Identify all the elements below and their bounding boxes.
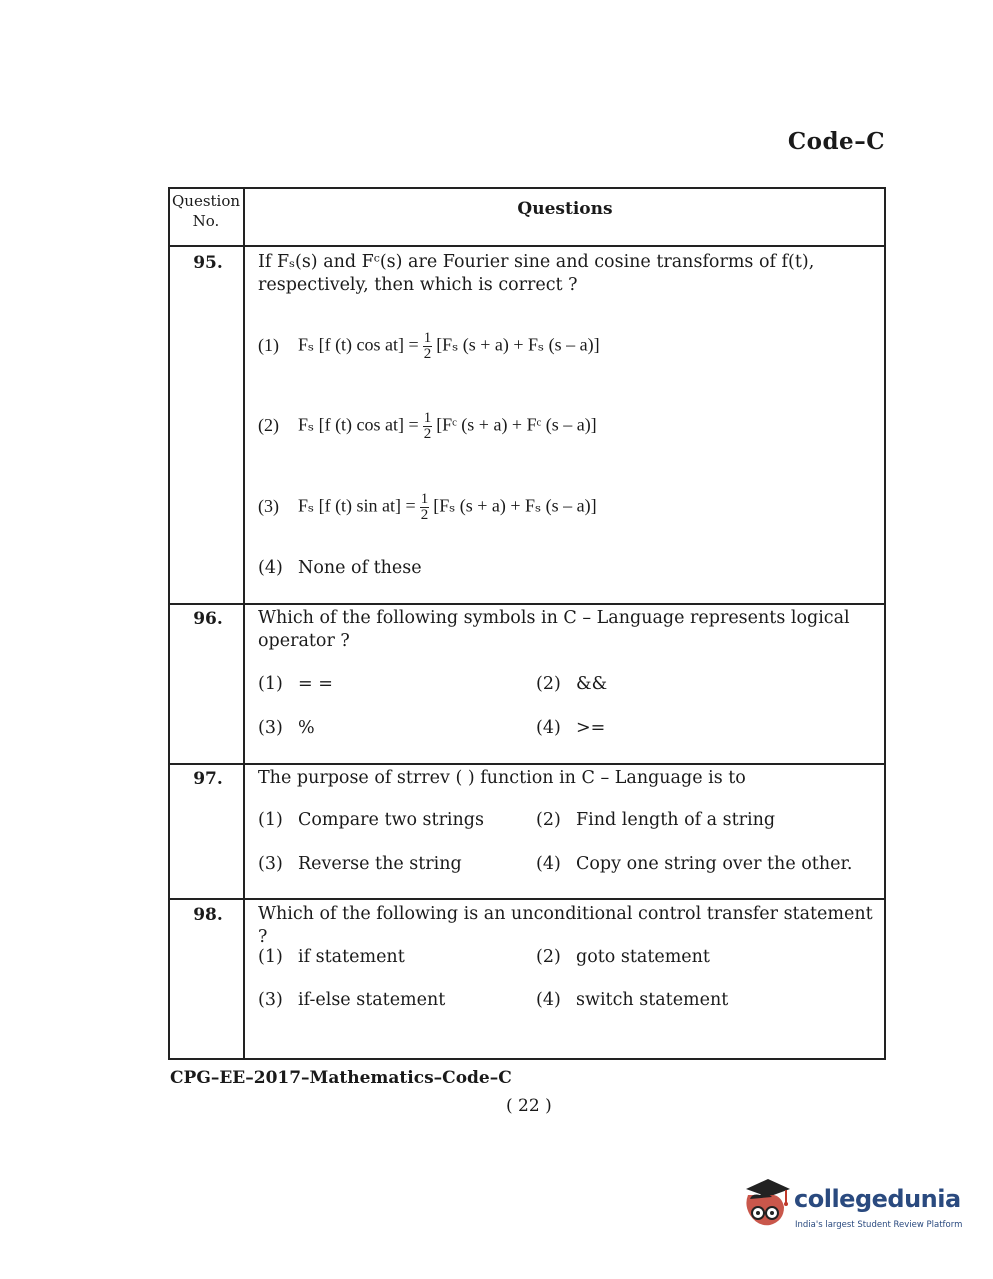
option-number: (3) (258, 495, 279, 516)
collegedunia-logo (738, 1175, 968, 1235)
page-number: ( 22 ) (506, 1096, 552, 1116)
question-number-96: 96. (193, 609, 223, 629)
option-text: None of these (298, 558, 422, 578)
option-rhs: [Fᶜ (s + a) + Fᶜ (s – a)] (436, 414, 597, 435)
option-lhs: Fₛ [f (t) sin at] = (298, 495, 416, 516)
option-number: (2) (258, 414, 279, 435)
option-text: Copy one string over the other. (576, 854, 853, 874)
column-divider (243, 189, 245, 1058)
fraction-denominator: 2 (423, 346, 432, 362)
fraction-denominator: 2 (423, 426, 432, 442)
q95-option-4 (258, 558, 422, 578)
fraction (423, 411, 433, 442)
row-divider (170, 245, 884, 247)
q98-option-4 (536, 990, 728, 1010)
q96-option-4 (536, 718, 605, 738)
row-divider (170, 603, 884, 605)
q98-option-2 (536, 947, 710, 967)
paper-code-footer: CPG–EE–2017–Mathematics–Code–C (170, 1068, 512, 1088)
question-number-97: 97. (193, 769, 223, 789)
option-text: Reverse the string (298, 854, 462, 874)
fraction-denominator: 2 (420, 507, 429, 523)
fraction (420, 492, 430, 523)
q95-option-3 (258, 492, 597, 523)
fraction-numerator: 1 (423, 330, 432, 346)
option-text: if-else statement (298, 990, 446, 1010)
option-number: (1) (258, 810, 283, 830)
option-number: (1) (258, 947, 283, 967)
q97-option-2 (536, 810, 775, 830)
header-questions: Questions (517, 199, 613, 219)
code-label: Code–C (787, 128, 885, 155)
row-divider (170, 763, 884, 765)
logo-wordmark: collegedunia (794, 1185, 961, 1213)
question-number-98: 98. (193, 905, 223, 925)
question-text-98: Which of the following is an unconditional control transfer statement ? (258, 904, 873, 947)
option-text: && (576, 674, 608, 694)
q98-option-3 (258, 990, 445, 1010)
q97-option-1 (258, 810, 484, 830)
option-rhs: [Fₛ (s + a) + Fₛ (s – a)] (433, 495, 597, 516)
option-number: (4) (536, 718, 561, 738)
q96-option-2 (536, 674, 607, 694)
option-lhs: Fₛ [f (t) cos at] = (298, 334, 419, 355)
option-number: (4) (258, 558, 283, 578)
option-text: % (298, 718, 315, 738)
fraction-numerator: 1 (423, 410, 432, 426)
option-text: Compare two strings (298, 810, 484, 830)
header-qno-line1: Question (172, 192, 241, 210)
option-number: (1) (258, 674, 283, 694)
q95-option-1 (258, 331, 600, 362)
question-text-96: Which of the following symbols in C – Language represents logical operator ? (258, 608, 850, 651)
question-table (168, 187, 886, 1060)
option-number: (3) (258, 854, 283, 874)
option-lhs: Fₛ [f (t) cos at] = (298, 414, 419, 435)
option-number: (4) (536, 990, 561, 1010)
q97-option-3 (258, 854, 462, 874)
option-text: Find length of a string (576, 810, 776, 830)
header-question-no (172, 191, 240, 231)
q95-option-2 (258, 411, 597, 442)
option-number: (4) (536, 854, 561, 874)
option-number: (2) (536, 810, 561, 830)
option-text: switch statement (576, 990, 729, 1010)
q96-option-1 (258, 674, 333, 694)
q96-option-3 (258, 718, 315, 738)
option-number: (3) (258, 718, 283, 738)
header-qno-line2: No. (192, 212, 220, 230)
option-rhs: [Fₛ (s + a) + Fₛ (s – a)] (436, 334, 600, 355)
question-text-95: If Fₛ(s) and Fᶜ(s) are Fourier sine and cosine transforms of f(t), respectively, then which is correct ? (258, 252, 815, 295)
fraction (423, 331, 433, 362)
option-text: >= (576, 718, 606, 738)
q98-option-1 (258, 947, 405, 967)
option-text: goto statement (576, 947, 710, 967)
q97-option-4 (536, 854, 852, 874)
option-text: if statement (298, 947, 405, 967)
student-mascot-icon (738, 1175, 794, 1235)
option-number: (1) (258, 334, 279, 355)
option-number: (2) (536, 947, 561, 967)
question-text-97: The purpose of strrev ( ) function in C – Language is to (258, 768, 746, 788)
option-number: (3) (258, 990, 283, 1010)
row-divider (170, 898, 884, 900)
question-number-95: 95. (193, 253, 223, 273)
logo-tagline: India's largest Student Review Platform (795, 1220, 963, 1230)
option-number: (2) (536, 674, 561, 694)
fraction-numerator: 1 (420, 491, 429, 507)
option-text: = = (298, 674, 333, 694)
